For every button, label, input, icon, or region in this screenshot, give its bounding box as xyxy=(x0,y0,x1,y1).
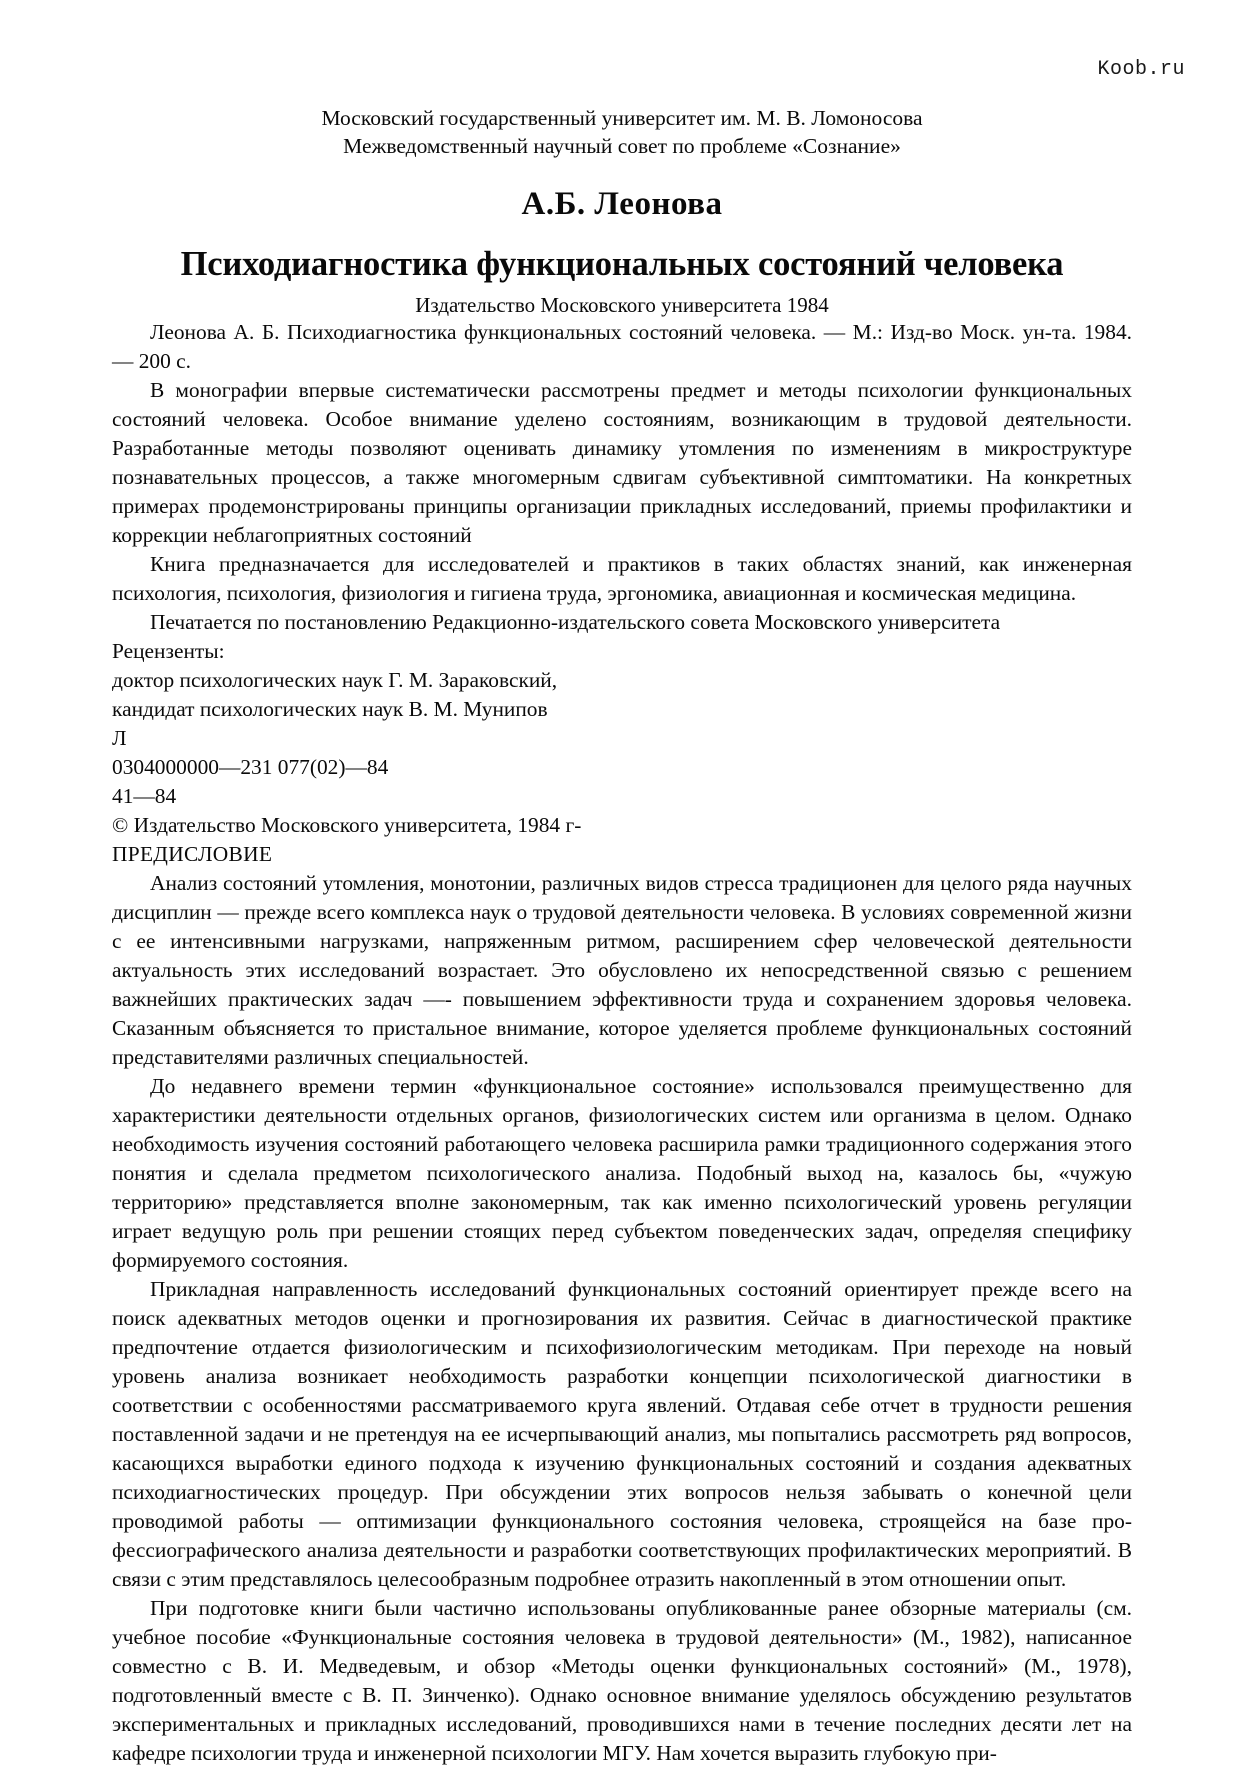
catalog-code-letter: Л xyxy=(112,725,127,750)
reviewer-1: доктор психологических наук Г. М. Зараковский, xyxy=(112,667,558,692)
page-content xyxy=(112,104,1132,1768)
publisher-line: Издательство Московского университета 1984 xyxy=(415,292,829,317)
imprint-line-council: Межведомственный научный совет по проблеме «Сознание» xyxy=(343,134,901,159)
author-name: А.Б. Леонова xyxy=(521,185,723,222)
preface-paragraph-4: При подготовке книги были частично использованы опубликованные ранее обзорные материалы (см. учебное пособие «Функциональные состояния человека в трудовой деятельности» (М., 1982), написанное совместно с В. И. Медведевым, и обзор «Методы оценки функциональных состояний» (М., 1978), подготовленный вместе с В. П. Зинченко). Однако основное внимание уделялось обсуждению результатов экспериментальных и прикладных исследований, проводившихся нами в течение последних десяти лет на кафедре психологии труда и инженерной психологии МГУ. Нам хочется выразить глубокую при- xyxy=(112,1595,1132,1765)
catalog-code-number: 0304000000—231 077(02)—84 xyxy=(112,754,389,779)
approval-note: Печатается по постановлению Редакционно-издательского совета Московского университета xyxy=(150,609,1001,634)
imprint-line-university: Московский государственный университет им. М. В. Ломоносова xyxy=(321,106,923,130)
book-title: Психодиагностика функциональных состояний человека xyxy=(180,244,1064,283)
preface-paragraph-2: До недавнего времени термин «функциональное состояние» использовался преимущественно для характеристики деятельности отдельных органов, физиологических систем или организма в целом. Однако необходимость изучения состояний работающего человека расширила рамки традиционного содержания этого понятия и сделала предметом психологического анализа. Подобный выход на, казалось бы, «чужую территорию» представляется вполне закономерным, так как именно психологический уровень регуляции играет ведущую роль при решении стоящих перед субъектом поведенческих задач, определяя специфику формируемого состояния. xyxy=(112,1073,1132,1272)
preface-heading: ПРЕДИСЛОВИЕ xyxy=(112,841,273,866)
bibliographic-citation: Леонова А. Б. Психодиагностика функциональных состояний человека. — М.: Изд-во Моск. ун-та. 1984. — 200 с. xyxy=(112,319,1132,373)
preface-paragraph-3: Прикладная направленность исследований функциональных состояний ориентирует прежде всего на поиск адекватных методов оценки и прогнозирования их развития. Сейчас в диагностической практике предпочтение отдается физиологическим и психофизиологическим методикам. При переходе на новый уровень анализа возникает необходимость разработки концепции психологической диагностики в соответствии с особенностями рассматриваемого круга явлений. Отдавая себе отчет в трудности решения поставленной задачи и не претендуя на ее исчерпывающий анализ, мы попытались рассмотреть ряд вопросов, касающихся выработки единого подхода к изучению функциональных состояний и создания адекватных психодиагностических процедур. При обсуждении этих вопросов нельзя забывать о конечной цели проводимой работы — оптимизации функционального состояния человека, строящейся на базе про-фессиографического анализа деятельности и разработки соответствующих профилактических мероприятий. В связи с этим представлялось целесообразным подробнее отразить накопленный в этом отношении опыт. xyxy=(112,1276,1132,1591)
catalog-code-suffix: 41—84 xyxy=(112,783,177,808)
copyright-line: © Издательство Московского университета, 1984 г- xyxy=(112,812,582,837)
abstract-paragraph-2: Книга предназначается для исследователей и практиков в таких областях знаний, как инженерная психология, психология, физиология и гигиена труда, эргономика, авиационная и космическая медицина. xyxy=(112,551,1132,605)
site-watermark: Koob.ru xyxy=(1097,58,1185,81)
reviewer-2: кандидат психологических наук В. М. Мунипов xyxy=(112,696,548,721)
reviewers-label: Рецензенты: xyxy=(112,638,225,663)
imprint-block xyxy=(112,104,1132,161)
preface-paragraph-1: Анализ состояний утомления, монотонии, различных видов стресса традиционен для целого ряда научных дисциплин — прежде всего комплекса наук о трудовой деятельности человека. В условиях современной жизни с ее интенсивными нагрузками, напряженным ритмом, расширением сфер человеческой деятельности актуальность этих исследований возрастает. Это обусловлено их непосредственной связью с решением важнейших практических задач —- повышением эффективности труда и сохранением здоровья человека. Сказанным объясняется то пристальное внимание, которое уделяется проблеме функциональных состояний представителями различных специальностей. xyxy=(112,870,1132,1069)
abstract-paragraph-1: В монографии впервые систематически рассмотрены предмет и методы психологии функциональных состояний человека. Особое внимание уделено состояниям, возникающим в трудовой деятельности. Разработанные методы позволяют оценивать динамику утомления по изменениям в микроструктуре познавательных процессов, а также многомерным сдвигам субъективной симптоматики. На конкретных примерах продемонстрированы принципы организации прикладных исследований, приемы профилактики и коррекции неблагоприятных состояний xyxy=(112,377,1132,547)
